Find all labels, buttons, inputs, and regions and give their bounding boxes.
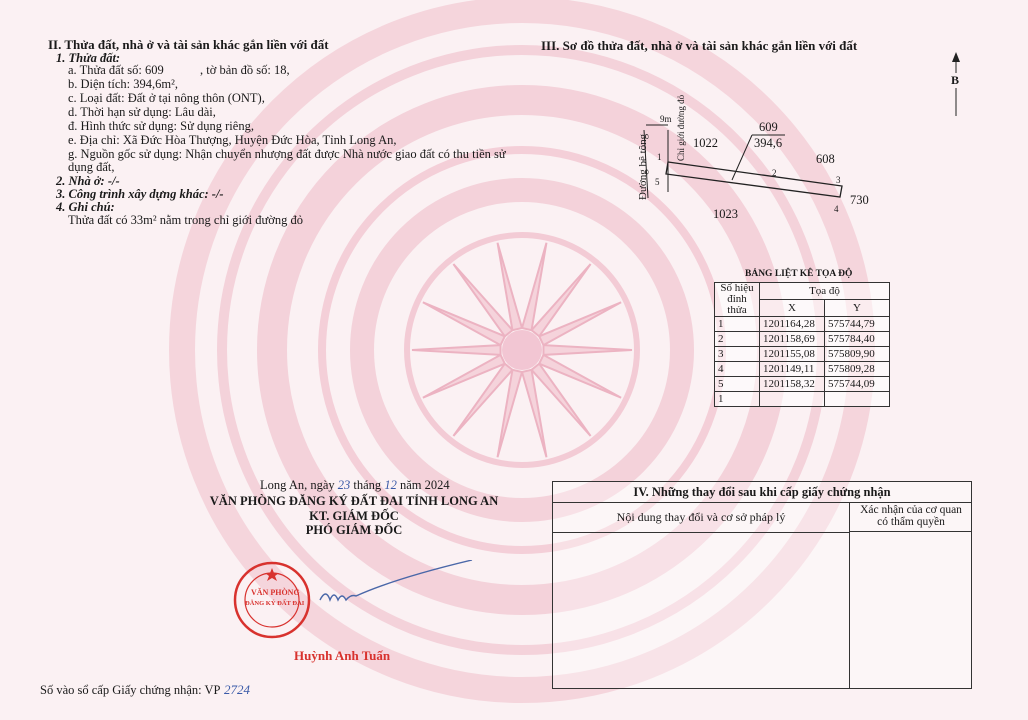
stamp-text-1: VĂN PHÒNG bbox=[251, 588, 300, 597]
date-month-word: tháng bbox=[353, 478, 382, 492]
north-label: B bbox=[951, 73, 960, 87]
coord-cell-x: 1201149,11 bbox=[760, 362, 825, 377]
parcel-area-label: 394,6 bbox=[754, 136, 783, 150]
notes-text: Thửa đất có 33m² nằm trong chỉ giới đường đỏ bbox=[68, 213, 303, 227]
coord-cell-id: 5 bbox=[715, 377, 760, 392]
coord-cell-y: 575744,09 bbox=[825, 377, 890, 392]
coord-row bbox=[715, 317, 890, 332]
term-line: d. Thời hạn sử dụng: Lâu dài, bbox=[68, 105, 216, 119]
coord-cell-x: 1201164,28 bbox=[760, 317, 825, 332]
col-point-header: Số hiệu đỉnh thửa bbox=[715, 283, 760, 317]
coord-cell-y: 575809,90 bbox=[825, 347, 890, 362]
coord-cell-id: 2 bbox=[715, 332, 760, 347]
use-form-line: đ. Hình thức sử dụng: Sử dụng riêng, bbox=[68, 119, 254, 133]
registry-number: 2724 bbox=[224, 682, 250, 697]
coord-row bbox=[715, 347, 890, 362]
coord-cell-y bbox=[825, 392, 890, 407]
red-line-label: Chỉ giới đường đỏ bbox=[676, 94, 686, 161]
neighbor-730: 730 bbox=[850, 193, 869, 207]
parcel-number-line: a. Thửa đất số: 609 bbox=[68, 63, 164, 77]
registry-label: Số vào sổ cấp Giấy chứng nhận: VP bbox=[40, 683, 221, 697]
parcel-outline bbox=[666, 162, 842, 197]
coord-table bbox=[714, 282, 890, 407]
col-y-header: Y bbox=[825, 300, 890, 317]
neighbor-1022: 1022 bbox=[693, 136, 718, 150]
coord-cell-y: 575809,28 bbox=[825, 362, 890, 377]
map-sheet-line: , tờ bản đồ số: 18, bbox=[200, 63, 290, 77]
land-type-line: c. Loại đất: Đất ở tại nông thôn (ONT), bbox=[68, 91, 265, 105]
coord-cell-x: 1201158,32 bbox=[760, 377, 825, 392]
coord-cell-id: 4 bbox=[715, 362, 760, 377]
coord-cell-id: 3 bbox=[715, 347, 760, 362]
vertex-5: 5 bbox=[655, 177, 660, 187]
vertex-1: 1 bbox=[657, 152, 662, 162]
coord-cell-x bbox=[760, 392, 825, 407]
col-coord-header: Tọa độ bbox=[760, 283, 890, 300]
vertex-2: 2 bbox=[772, 168, 777, 178]
kt-director: KT. GIÁM ĐỐC bbox=[309, 509, 399, 523]
signer-name: Huỳnh Anh Tuấn bbox=[294, 648, 391, 663]
changes-box bbox=[552, 481, 972, 689]
date-prefix: Long An, ngày bbox=[260, 478, 335, 492]
road-label: Đường bê tông bbox=[637, 133, 649, 200]
coord-cell-x: 1201158,69 bbox=[760, 332, 825, 347]
origin-line-1: g. Nguồn gốc sử dụng: Nhận chuyển nhượng đất được Nhà nước giao đất có thu tiền sử bbox=[68, 147, 506, 161]
address-line: e. Địa chỉ: Xã Đức Hòa Thượng, Huyện Đức Hòa, Tỉnh Long An, bbox=[68, 133, 397, 147]
origin-line-2: dụng đất, bbox=[68, 160, 115, 174]
date-year: năm 2024 bbox=[399, 478, 450, 492]
coord-cell-y: 575784,40 bbox=[825, 332, 890, 347]
section-2-title: II. Thửa đất, nhà ở và tài sản khác gắn liền với đất bbox=[48, 37, 329, 52]
parcel-number-label: 609 bbox=[759, 120, 778, 134]
deputy-director: PHÓ GIÁM ĐỐC bbox=[305, 523, 403, 537]
confirm-header-line-1: Xác nhận của cơ quan bbox=[860, 504, 962, 516]
date-month: 12 bbox=[384, 478, 397, 492]
confirm-header-line-2: có thẩm quyền bbox=[877, 516, 945, 528]
coord-cell-x: 1201155,08 bbox=[760, 347, 825, 362]
coord-row bbox=[715, 392, 890, 407]
coord-cell-id: 1 bbox=[715, 317, 760, 332]
coord-cell-y: 575744,79 bbox=[825, 317, 890, 332]
date-day: 23 bbox=[337, 478, 351, 492]
changes-content-header: Nội dung thay đổi và cơ sở pháp lý bbox=[553, 502, 849, 533]
changes-title: IV. Những thay đổi sau khi cấp giấy chứng nhận bbox=[553, 482, 971, 503]
area-line: b. Diện tích: 394,6m², bbox=[68, 77, 178, 91]
neighbor-608: 608 bbox=[816, 152, 835, 166]
coord-table-title: BẢNG LIỆT KÊ TỌA ĐỘ bbox=[745, 269, 853, 279]
house-line: 2. Nhà ở: -/- bbox=[56, 174, 120, 188]
stamp-text-2: ĐĂNG KÝ ĐẤT ĐAI bbox=[245, 600, 305, 607]
neighbor-1023: 1023 bbox=[713, 207, 738, 221]
other-works-line: 3. Công trình xây dựng khác: -/- bbox=[56, 187, 224, 201]
office-name: VĂN PHÒNG ĐĂNG KÝ ĐẤT ĐAI TỈNH LONG AN bbox=[209, 494, 499, 508]
drum-star-ray bbox=[412, 345, 501, 355]
coord-cell-id: 1 bbox=[715, 392, 760, 407]
drum-star-ray bbox=[543, 345, 632, 355]
land-heading: 1. Thửa đất: bbox=[56, 51, 121, 65]
vertex-3: 3 bbox=[836, 175, 841, 185]
col-x-header: X bbox=[760, 300, 825, 317]
changes-confirm-header bbox=[850, 502, 972, 532]
coord-row bbox=[715, 362, 890, 377]
handwritten-signature bbox=[300, 560, 480, 610]
signing-date bbox=[260, 478, 450, 493]
vertex-4: 4 bbox=[834, 204, 839, 214]
notes-heading: 4. Ghi chú: bbox=[56, 200, 115, 214]
section-3-title: III. Sơ đồ thửa đất, nhà ở và tài sản khác gắn liền với đất bbox=[541, 38, 858, 53]
coord-row bbox=[715, 377, 890, 392]
road-width-label: 9m bbox=[660, 114, 672, 124]
coord-row bbox=[715, 332, 890, 347]
